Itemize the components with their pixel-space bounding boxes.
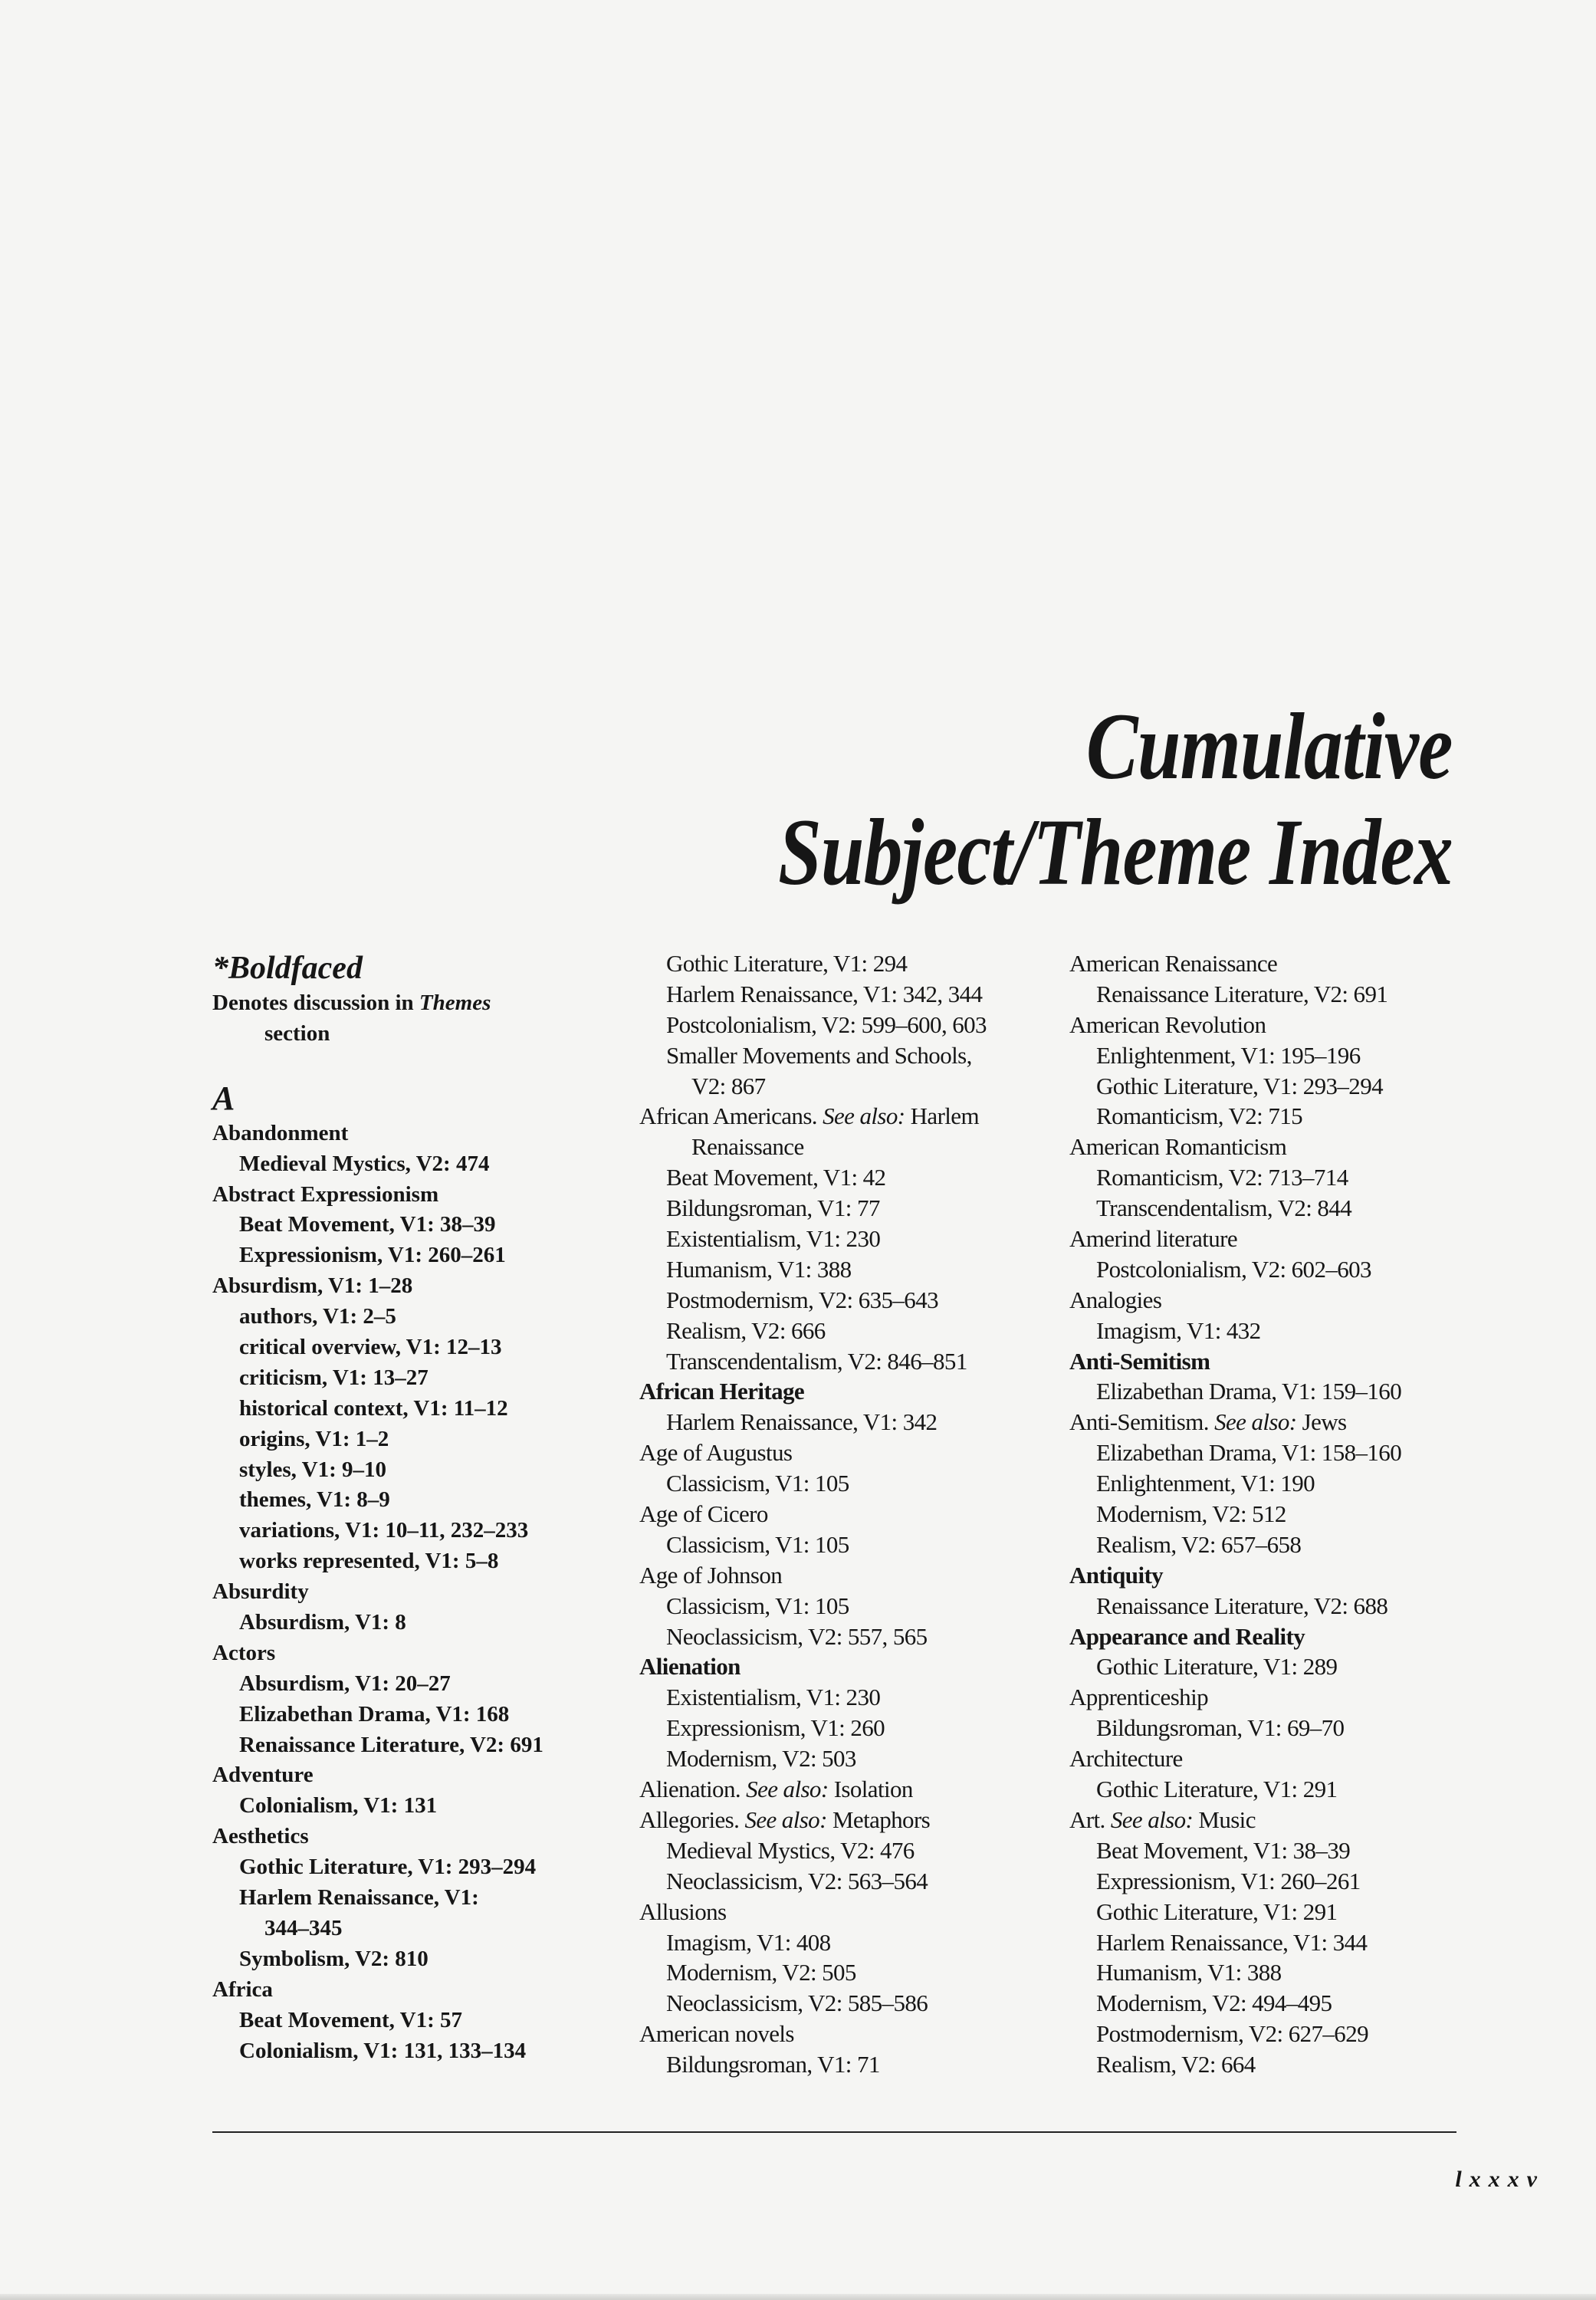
index-subentry — [212, 1669, 626, 1700]
entry-text: Smaller Movements and Schools, — [666, 1041, 972, 1069]
entry-text: criticism, V1: 13–27 — [239, 1365, 429, 1390]
index-heading — [212, 1271, 626, 1302]
index-heading — [1069, 1224, 1483, 1254]
entry-text: Art. — [1069, 1806, 1111, 1833]
entry-text: Alienation — [639, 1653, 741, 1681]
index-subentry — [212, 1944, 626, 1975]
entry-text: Appearance and Reality — [1069, 1622, 1305, 1650]
page-edge — [0, 2294, 1596, 2300]
entry-text: Anti-Semitism — [1069, 1347, 1210, 1375]
index-subentry — [639, 1591, 1053, 1622]
entry-text: Romanticism, V2: 715 — [1096, 1102, 1303, 1130]
entry-text: Postmodernism, V2: 627–629 — [1096, 2020, 1368, 2048]
entry-text: Realism, V2: 666 — [666, 1316, 826, 1344]
entry-text: Modernism, V2: 505 — [666, 1959, 856, 1986]
index-heading — [639, 1651, 1053, 1682]
index-subentry — [212, 2006, 626, 2036]
entry-text: Gothic Literature, V1: 289 — [1096, 1653, 1338, 1681]
entry-text: Postcolonialism, V2: 599–600, 603 — [666, 1010, 987, 1038]
index-subentry — [1069, 1071, 1483, 1102]
entry-text: Absurdity — [212, 1579, 309, 1605]
index-subentry — [1069, 1162, 1483, 1193]
index-heading — [639, 1499, 1053, 1530]
entry-text: African Heritage — [639, 1378, 805, 1405]
index-subentry — [1069, 1835, 1483, 1866]
entry-text: Alienation. — [639, 1776, 747, 1803]
index-subentry — [639, 1224, 1053, 1254]
see-also-label: See also: — [744, 1806, 827, 1833]
entry-text: Absurdism, V1: 1–28 — [212, 1273, 413, 1299]
page-title-line-2: Subject/Theme Index — [778, 800, 1453, 905]
index-subentry — [212, 1608, 626, 1638]
entry-text: themes, V1: 8–9 — [239, 1487, 390, 1513]
entry-text: authors, V1: 2–5 — [239, 1304, 396, 1329]
index-subentry — [1069, 1651, 1483, 1682]
index-subentry — [212, 1210, 626, 1240]
entry-text: Amerind literature — [1069, 1225, 1238, 1253]
entry-text: Bildungsroman, V1: 69–70 — [1096, 1714, 1345, 1742]
index-subentry — [1069, 1866, 1483, 1897]
entry-text: Symbolism, V2: 810 — [239, 1946, 429, 1971]
entry-text: Realism, V2: 664 — [1096, 2051, 1256, 2078]
index-heading — [212, 1577, 626, 1608]
index-heading — [212, 1638, 626, 1669]
entry-text: Age of Johnson — [639, 1561, 783, 1589]
entry-text: origins, V1: 1–2 — [239, 1426, 389, 1451]
key-description — [212, 988, 626, 1019]
index-heading — [1069, 1010, 1483, 1040]
index-heading — [639, 1774, 1053, 1805]
entry-text: Apprenticeship — [1069, 1684, 1208, 1711]
entry-text: Age of Cicero — [639, 1500, 768, 1528]
key-description-cont: section — [264, 1020, 330, 1046]
see-also-label: See also: — [1110, 1806, 1194, 1833]
entry-text: Beat Movement, V1: 38–39 — [239, 1212, 496, 1237]
index-subentry — [212, 1363, 626, 1394]
index-subentry — [212, 1455, 626, 1486]
entry-text: Classicism, V1: 105 — [666, 1592, 849, 1619]
entry-text: Realism, V2: 657–658 — [1096, 1530, 1302, 1558]
entry-text: Renaissance Literature, V2: 691 — [1096, 980, 1388, 1007]
index-heading — [212, 1180, 626, 1211]
entry-text: Renaissance Literature, V2: 691 — [239, 1732, 543, 1757]
index-subentry — [639, 1254, 1053, 1285]
index-subentry — [1069, 1438, 1483, 1468]
entry-text: Beat Movement, V1: 38–39 — [1096, 1836, 1351, 1864]
index-subentry — [639, 1835, 1053, 1866]
index-heading — [212, 1119, 626, 1149]
index-subentry — [639, 1866, 1053, 1897]
entry-text: Existentialism, V1: 230 — [666, 1684, 881, 1711]
index-heading — [1069, 948, 1483, 979]
entry-text: Expressionism, V1: 260 — [666, 1714, 885, 1742]
entry-text: Gothic Literature, V1: 293–294 — [1096, 1072, 1384, 1099]
index-subentry — [212, 1240, 626, 1271]
entry-text: Bildungsroman, V1: 77 — [666, 1194, 880, 1222]
index-heading — [1069, 1622, 1483, 1652]
index-subentry — [212, 1546, 626, 1577]
index-subentry — [212, 1730, 626, 1761]
see-also-label: See also: — [823, 1102, 905, 1130]
index-heading — [639, 1560, 1053, 1591]
entry-text: Enlightenment, V1: 195–196 — [1096, 1041, 1361, 1069]
index-subentry — [639, 979, 1053, 1010]
index-subentry — [639, 1407, 1053, 1438]
entry-text: Gothic Literature, V1: 291 — [1096, 1898, 1338, 1925]
index-subentry — [1069, 2019, 1483, 2049]
entry-text: Elizabethan Drama, V1: 168 — [239, 1701, 510, 1727]
index-subentry — [639, 1743, 1053, 1774]
entry-text: Elizabethan Drama, V1: 158–160 — [1096, 1439, 1402, 1467]
entry-text: American Renaissance — [1069, 950, 1278, 977]
index-subentry — [1069, 1530, 1483, 1560]
index-continuation — [639, 1132, 1053, 1162]
see-also-reference: Music — [1193, 1806, 1256, 1833]
index-subentry — [1069, 1591, 1483, 1622]
entry-text: V2: 867 — [691, 1072, 766, 1099]
see-also-reference: Jews — [1296, 1408, 1347, 1436]
index-subentry — [1069, 979, 1483, 1010]
index-subentry — [639, 1346, 1053, 1377]
entry-text: Elizabethan Drama, V1: 159–160 — [1096, 1378, 1402, 1405]
key-text: Denotes discussion in — [212, 991, 419, 1015]
entry-text: African Americans. — [639, 1102, 823, 1130]
index-heading — [1069, 1346, 1483, 1377]
index-heading — [639, 2019, 1053, 2049]
page-title-line-1: Cumulative — [1086, 694, 1453, 799]
entry-text: Bildungsroman, V1: 71 — [666, 2051, 880, 2078]
entry-text: Medieval Mystics, V2: 474 — [239, 1151, 490, 1176]
index-subentry — [212, 1852, 626, 1883]
index-subentry — [1069, 1774, 1483, 1805]
index-heading — [639, 1438, 1053, 1468]
entry-text: Age of Augustus — [639, 1439, 793, 1467]
index-heading — [1069, 1407, 1483, 1438]
index-subentry — [212, 1332, 626, 1363]
entry-text: Antiquity — [1069, 1561, 1164, 1589]
index-heading — [212, 1822, 626, 1852]
entry-text: Existentialism, V1: 230 — [666, 1225, 881, 1253]
page-number: lxxxv — [1455, 2167, 1545, 2192]
entry-text: Neoclassicism, V2: 557, 565 — [666, 1622, 928, 1650]
section-letter: A — [212, 1079, 235, 1117]
index-heading — [1069, 1805, 1483, 1835]
entry-text: historical context, V1: 11–12 — [239, 1395, 508, 1421]
entry-text: Modernism, V2: 512 — [1096, 1500, 1286, 1528]
entry-text: Absurdism, V1: 20–27 — [239, 1671, 451, 1696]
entry-text: Africa — [212, 1976, 273, 2002]
entry-text: Allegories. — [639, 1806, 745, 1833]
index-subentry — [639, 1530, 1053, 1560]
index-subentry — [639, 1622, 1053, 1652]
entry-text: Humanism, V1: 388 — [666, 1255, 852, 1283]
index-subentry — [1069, 1468, 1483, 1499]
index-subentry — [639, 1316, 1053, 1346]
index-continuation — [639, 1071, 1053, 1102]
index-heading — [639, 1897, 1053, 1927]
index-subentry — [1069, 1957, 1483, 1988]
index-subentry — [639, 1927, 1053, 1958]
index-heading — [212, 1975, 626, 2006]
entry-text: Transcendentalism, V2: 846–851 — [666, 1347, 967, 1375]
index-heading — [1069, 1560, 1483, 1591]
index-subentry — [1069, 1713, 1483, 1743]
entry-text: Postmodernism, V2: 635–643 — [666, 1286, 938, 1313]
entry-text: Aesthetics — [212, 1824, 309, 1849]
entry-text: Adventure — [212, 1763, 314, 1788]
index-subentry — [639, 1468, 1053, 1499]
index-subentry — [1069, 1376, 1483, 1407]
entry-text: Modernism, V2: 503 — [666, 1745, 856, 1773]
entry-text: Humanism, V1: 388 — [1096, 1959, 1282, 1986]
entry-text: American novels — [639, 2020, 794, 2048]
entry-text: Classicism, V1: 105 — [666, 1530, 849, 1558]
index-subentry — [639, 1713, 1053, 1743]
index-subentry — [212, 1485, 626, 1516]
index-heading — [1069, 1132, 1483, 1162]
index-subentry — [212, 1700, 626, 1730]
index-subentry — [639, 1010, 1053, 1040]
entry-text: works represented, V1: 5–8 — [239, 1549, 499, 1574]
entry-text: Transcendentalism, V2: 844 — [1096, 1194, 1352, 1222]
index-subentry — [639, 948, 1053, 979]
index-subentry — [639, 1193, 1053, 1224]
entry-text: 344–345 — [264, 1915, 343, 1940]
index-subentry — [212, 1149, 626, 1180]
entry-text: variations, V1: 10–11, 232–233 — [239, 1518, 529, 1543]
entry-text: Renaissance — [691, 1133, 804, 1161]
entry-text: Medieval Mystics, V2: 476 — [666, 1836, 915, 1864]
entry-text: Abandonment — [212, 1120, 349, 1145]
entry-text: Colonialism, V1: 131 — [239, 1793, 438, 1819]
index-subentry — [639, 1988, 1053, 2019]
entry-text: Analogies — [1069, 1286, 1162, 1313]
index-subentry — [212, 1394, 626, 1424]
index-heading — [639, 1101, 1053, 1132]
entry-text: Architecture — [1069, 1745, 1183, 1773]
index-subentry — [1069, 1988, 1483, 2019]
index-subentry — [639, 1957, 1053, 1988]
entry-text: styles, V1: 9–10 — [239, 1457, 386, 1482]
entry-text: Harlem Renaissance, V1: 344 — [1096, 1928, 1368, 1956]
entry-text: Colonialism, V1: 131, 133–134 — [239, 2038, 527, 2063]
index-subentry — [1069, 1040, 1483, 1071]
index-subentry — [639, 1285, 1053, 1316]
entry-text: Gothic Literature, V1: 293–294 — [239, 1855, 537, 1880]
index-heading — [639, 1805, 1053, 1835]
index-subentry — [639, 1682, 1053, 1713]
entry-text: Harlem Renaissance, V1: 342 — [666, 1408, 938, 1436]
entry-text: Enlightenment, V1: 190 — [1096, 1470, 1315, 1497]
index-subentry — [1069, 1499, 1483, 1530]
index-subentry — [639, 1040, 1053, 1071]
key-themes-italic: Themes — [419, 991, 491, 1015]
entry-text: Harlem Renaissance, V1: — [239, 1885, 479, 1911]
index-subentry — [1069, 1316, 1483, 1346]
index-subentry — [1069, 1927, 1483, 1958]
entry-list — [212, 1119, 626, 2067]
index-subentry — [639, 2049, 1053, 2080]
index-continuation — [212, 1914, 626, 1944]
entry-text: Postcolonialism, V2: 602–603 — [1096, 1255, 1371, 1283]
key-heading: *Boldfaced — [212, 951, 363, 986]
entry-text: Imagism, V1: 408 — [666, 1928, 831, 1956]
entry-text: Beat Movement, V1: 57 — [239, 2007, 463, 2032]
index-heading — [212, 1760, 626, 1791]
entry-text: Absurdism, V1: 8 — [239, 1610, 406, 1635]
entry-text: Gothic Literature, V1: 294 — [666, 950, 908, 977]
entry-text: Modernism, V2: 494–495 — [1096, 1990, 1332, 2017]
index-heading — [1069, 1285, 1483, 1316]
index-subentry — [1069, 1101, 1483, 1132]
index-heading — [639, 1376, 1053, 1407]
entry-text: American Romanticism — [1069, 1133, 1287, 1161]
entry-text: Anti-Semitism. — [1069, 1408, 1215, 1436]
entry-text: Neoclassicism, V2: 585–586 — [666, 1990, 928, 2017]
entry-text: Classicism, V1: 105 — [666, 1470, 849, 1497]
see-also-label: See also: — [1214, 1408, 1297, 1436]
see-also-reference: Harlem — [905, 1102, 979, 1130]
index-column-3 — [1069, 948, 1483, 2080]
see-also-reference: Isolation — [828, 1776, 913, 1803]
entry-text: Beat Movement, V1: 42 — [666, 1164, 886, 1191]
index-subentry — [212, 1883, 626, 1914]
entry-text: American Revolution — [1069, 1010, 1266, 1038]
see-also-reference: Metaphors — [826, 1806, 931, 1833]
entry-text: Actors — [212, 1640, 276, 1665]
footer-rule — [212, 2131, 1456, 2133]
see-also-label: See also: — [746, 1776, 829, 1803]
index-subentry — [212, 1516, 626, 1546]
index-subentry — [639, 1162, 1053, 1193]
index-subentry — [212, 1424, 626, 1455]
index-subentry — [212, 2036, 626, 2067]
entry-text: Romanticism, V2: 713–714 — [1096, 1164, 1348, 1191]
entry-text: Harlem Renaissance, V1: 342, 344 — [666, 980, 983, 1007]
index-column-1 — [212, 948, 626, 2066]
index-subentry — [1069, 1193, 1483, 1224]
entry-text: Abstract Expressionism — [212, 1181, 439, 1207]
entry-text: Renaissance Literature, V2: 688 — [1096, 1592, 1388, 1619]
entry-text: Gothic Literature, V1: 291 — [1096, 1776, 1338, 1803]
entry-text: Neoclassicism, V2: 563–564 — [666, 1867, 928, 1894]
entry-text: Expressionism, V1: 260–261 — [1096, 1867, 1361, 1894]
entry-text: Allusions — [639, 1898, 727, 1925]
index-column-2 — [639, 948, 1053, 2080]
index-heading — [1069, 1743, 1483, 1774]
index-subentry — [1069, 1254, 1483, 1285]
entry-text: Expressionism, V1: 260–261 — [239, 1243, 506, 1268]
entry-text: critical overview, V1: 12–13 — [239, 1335, 502, 1360]
index-heading — [1069, 1682, 1483, 1713]
index-subentry — [1069, 1897, 1483, 1927]
index-subentry — [212, 1791, 626, 1822]
entry-text: Imagism, V1: 432 — [1096, 1316, 1261, 1344]
index-subentry — [212, 1302, 626, 1332]
index-subentry — [1069, 2049, 1483, 2080]
